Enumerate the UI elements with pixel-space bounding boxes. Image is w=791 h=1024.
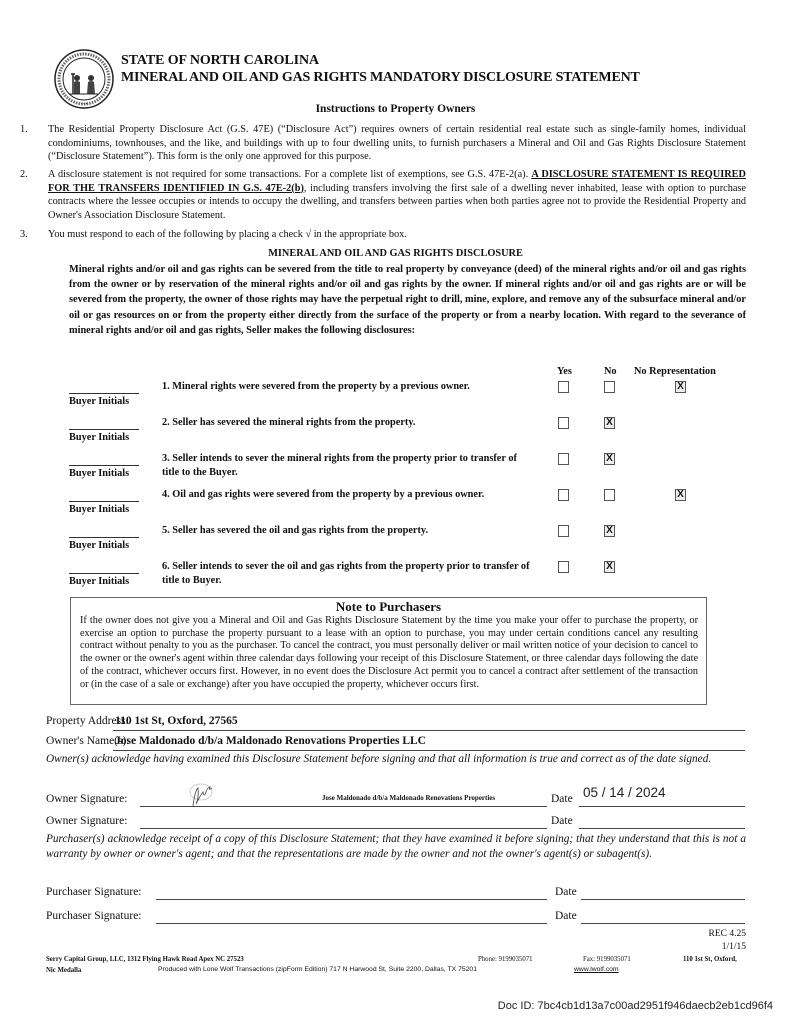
instructions-heading: Instructions to Property Owners — [315, 103, 476, 115]
footer-fax: Fax: 9199035071 — [583, 956, 631, 963]
checkbox-no[interactable]: X — [604, 453, 615, 465]
disclosure-paragraph: Mineral rights and/or oil and gas rights can be severed from the title to real property by conveyance (deed) of the mineral rights and/or oil and gas rights from the owner or by reservation of the mineral rights and/or oil and gas rights by the owner. If mineral rights and/or oil and gas rights are or will be severed from the property, the owner of those rights may have the perpetual right to drill, mine, explore, and remove any of the subsurface mineral and/or oil or gas resources on or from the property either directly from the surface of the property or from a nearby location. With regard to the severance of mineral rights and/or oil and gas rights, Seller makes the following disclosures: — [69, 264, 746, 336]
checkbox-yes[interactable] — [558, 525, 569, 537]
column-no-representation: No Representation — [634, 366, 716, 377]
note-to-purchasers — [70, 597, 707, 705]
buyer-initials-line[interactable] — [69, 465, 139, 466]
purchaser-signature-2-label: Purchaser Signature: — [46, 910, 142, 922]
question-text: 6. Seller intends to sever the oil and gas rights from the property prior to transfer of title to Buyer. — [162, 561, 530, 586]
owner-date-2-line[interactable] — [579, 828, 745, 829]
item-text-after: , including transfers involving the first sale of a dwelling never inhabited, lease with option to purchase contracts where the lessee occupies or intends to occupy the dwelling, and transfers between parties when both parties agree not to provide the Residential Property and Owner's Association Disclosure Statement. — [48, 182, 746, 221]
nc-real-estate-commission-seal-icon — [53, 48, 115, 110]
instruction-item-1 — [20, 123, 746, 164]
note-heading: Note to Purchasers — [335, 599, 442, 614]
question-text: 4. Oil and gas rights were severed from the property by a previous owner. — [162, 489, 485, 500]
item-number: 3. — [20, 229, 28, 240]
buyer-initials-label: Buyer Initials — [69, 540, 130, 551]
checkbox-no[interactable]: X — [604, 525, 615, 537]
buyer-initials-label: Buyer Initials — [69, 432, 130, 443]
owner-signature-2-line[interactable] — [140, 828, 547, 829]
disclosure-heading: MINERAL AND OIL AND GAS RIGHTS DISCLOSURE — [268, 248, 523, 259]
owner-date-value[interactable]: 05 / 14 / 2024 — [583, 785, 666, 800]
instruction-item-2 — [20, 168, 746, 222]
item-text: The Residential Property Disclosure Act (G.S. 47E) (“Disclosure Act”) requires owners of certain residential real estate such as single-family homes, individual condominiums, townhouses, and the like, and buildings with up to four dwelling units, to furnish purchasers a Mineral and Oil and Gas Rights Disclosure Statement (“Disclosure Statement”). This form is the only one approved for this purpose. — [48, 124, 746, 162]
purchaser-date-1-line[interactable] — [581, 899, 745, 900]
checkbox-no[interactable] — [604, 489, 615, 501]
checkbox-no-rep[interactable]: X — [675, 381, 686, 393]
owner-acknowledgment: Owner(s) acknowledge having examined this Disclosure Statement before signing and that all information is true and correct as of the date signed. — [46, 753, 712, 765]
purchaser-signature-2-line[interactable] — [156, 923, 547, 924]
column-no: No — [604, 366, 617, 377]
owner-date-1-line — [579, 806, 745, 807]
property-address-value[interactable]: 110 1st St, Oxford, 27565 — [115, 715, 238, 727]
buyer-initials-line[interactable] — [69, 501, 139, 502]
owner-signature-label: Owner Signature: — [46, 793, 128, 805]
checkbox-no[interactable] — [604, 381, 615, 393]
property-address-line — [113, 730, 745, 731]
form-title: MINERAL AND OIL AND GAS RIGHTS MANDATORY DISCLOSURE STATEMENT — [121, 70, 640, 85]
purchaser-acknowledgment: Purchaser(s) acknowledge receipt of a copy of this Disclosure Statement; that they have examined it before signing; that they understand that this is not a warranty by owner or owner's agent; and that the representations are made by the owner and not the owner's agent(s) or subagent(s). — [46, 833, 746, 860]
buyer-initials-label: Buyer Initials — [69, 576, 130, 587]
checkbox-no[interactable]: X — [604, 561, 615, 573]
footer-produced-by: Produced with Lone Wolf Transactions (zipForm Edition) 717 N Harwood St, Suite 2200, Dallas, TX 75201 — [158, 966, 477, 973]
property-address-label: Property Address: — [46, 715, 129, 727]
buyer-initials-line[interactable] — [69, 429, 139, 430]
checkbox-yes[interactable] — [558, 381, 569, 393]
handwritten-signature-icon — [186, 782, 216, 810]
footer-agent: Nic Medalla — [46, 967, 82, 974]
item-text — [48, 168, 746, 222]
item-text-before: A disclosure statement is not required for some transactions. For a complete list of exemptions, see G.S. 47E-2(a). — [48, 169, 532, 180]
owner-date-label: Date — [551, 793, 573, 805]
purchaser-date-1-label: Date — [555, 886, 577, 898]
purchaser-signature-1-line[interactable] — [156, 899, 547, 900]
checkbox-yes[interactable] — [558, 453, 569, 465]
question-text: 2. Seller has severed the mineral rights from the property. — [162, 417, 416, 428]
question-text: 3. Seller intends to sever the mineral rights from the property prior to transfer of title to the Buyer. — [162, 453, 517, 478]
item-number: 1. — [20, 124, 28, 135]
item-text-emphasis: A DISCLOSURE STATEMENT IS REQUIRED FOR THE TRANSFERS IDENTIFIED IN G.S. 47E-2(b) — [48, 169, 746, 194]
purchaser-date-2-label: Date — [555, 910, 577, 922]
note-text: If the owner does not give you a Mineral and Oil and Gas Rights Disclosure Statement by the time you make your offer to purchase the property, or exercise an option to purchase the property pursuant to a lease with an option to purchase, you may under certain conditions cancel any resulting contract without penalty to you as the purchaser. To cancel the contract, you must personally deliver or mail written notice of your decision to cancel to the owner or the owner's agent within three calendar days following your receipt of this Disclosure Statement, or three calendar days following the date of the contract, whichever occurs first. However, in no event does the Disclosure Act permit you to cancel a contract after settlement of the transaction or (in the case of a sale or exchange) after you have occupied the property, whichever occurs first. — [80, 615, 698, 690]
buyer-initials-label: Buyer Initials — [69, 504, 130, 515]
purchaser-date-2-line[interactable] — [581, 923, 745, 924]
instruction-item-3 — [20, 228, 746, 242]
svg-text:• • •: • • • — [80, 101, 88, 106]
owner-signed-name: Jose Maldonado d/b/a Maldonado Renovations Properties — [322, 794, 496, 802]
buyer-initials-label: Buyer Initials — [69, 468, 130, 479]
buyer-initials-line[interactable] — [69, 537, 139, 538]
item-number: 2. — [20, 169, 28, 180]
column-yes: Yes — [557, 366, 572, 377]
footer-company: Serry Capital Group, LLC, 1312 Flying Hawk Road Apex NC 27523 — [46, 956, 244, 963]
owner-name-value[interactable]: Jose Maldonado d/b/a Maldonado Renovations Properties LLC — [115, 735, 426, 747]
question-text: 1. Mineral rights were severed from the property by a previous owner. — [162, 381, 470, 392]
document-id: Doc ID: 7bc4cb1d13a7c00ad2951f946daecb2eb1cd96f4 — [497, 1000, 773, 1012]
checkbox-yes[interactable] — [558, 489, 569, 501]
owner-signature-2-label: Owner Signature: — [46, 815, 128, 827]
checkbox-yes[interactable] — [558, 561, 569, 573]
checkbox-no[interactable]: X — [604, 417, 615, 429]
footer-phone: Phone: 9199035071 — [478, 956, 533, 963]
checkbox-no-rep[interactable]: X — [675, 489, 686, 501]
form-title-state: STATE OF NORTH CAROLINA — [121, 53, 320, 68]
footer-website-link[interactable]: www.lwolf.com — [574, 966, 619, 973]
purchaser-signature-1-label: Purchaser Signature: — [46, 886, 142, 898]
footer-property: 110 1st St, Oxford, — [683, 956, 737, 963]
form-date: 1/1/15 — [721, 942, 746, 952]
checkbox-yes[interactable] — [558, 417, 569, 429]
owner-name-line — [113, 750, 745, 751]
buyer-initials-label: Buyer Initials — [69, 396, 130, 407]
buyer-initials-line[interactable] — [69, 573, 139, 574]
buyer-initials-line[interactable] — [69, 393, 139, 394]
form-code: REC 4.25 — [708, 929, 746, 939]
question-text: 5. Seller has severed the oil and gas rights from the property. — [162, 525, 429, 536]
owner-date-2-label: Date — [551, 815, 573, 827]
item-text: You must respond to each of the following by placing a check √ in the appropriate box. — [48, 229, 407, 240]
owner-name-label: Owner's Name(s): — [46, 735, 130, 747]
